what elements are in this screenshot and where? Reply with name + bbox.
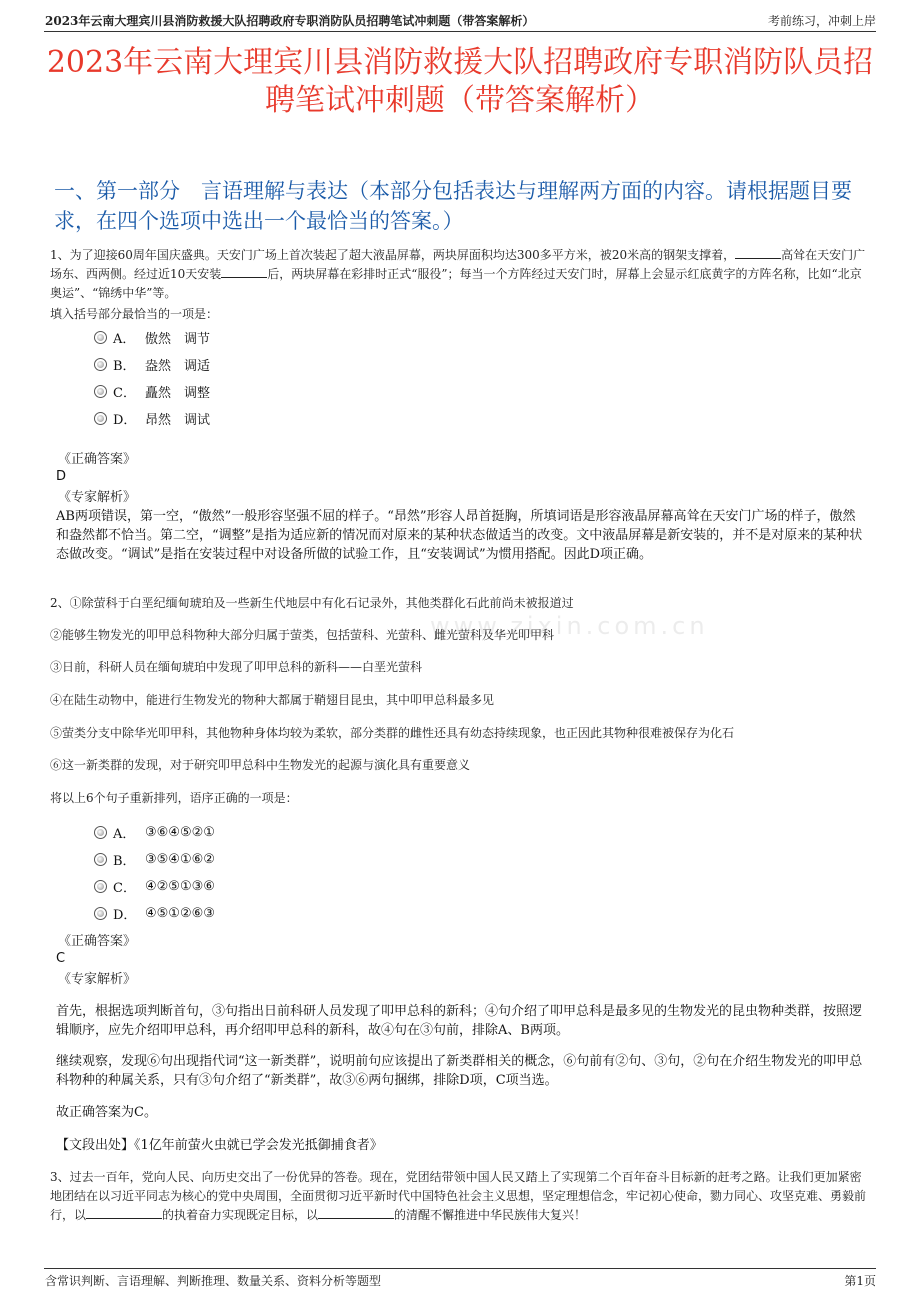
fill-blank — [221, 265, 267, 278]
q2-option-c[interactable]: C． ④②⑤①③⑥ — [94, 876, 215, 896]
section-heading: 一、第一部分 言语理解与表达（本部分包括表达与理解两方面的内容。请根据题目要求，在四个选项中选出一个最恰当的答案。） — [54, 179, 852, 233]
radio-icon[interactable] — [94, 358, 107, 371]
q1-answer-value: D — [56, 469, 67, 484]
q1-option-d[interactable]: D． 昂然 调试 — [94, 408, 210, 428]
q1-analysis: AB两项错误，第一空，“傲然”一般形容坚强不屈的样子。“昂然”形容人昂首挺胸，所填词语是形容液晶屏幕高耸在天安门广场的样子，傲然和盎然都不恰当。第二空，“调整”是指为适应新的情况而对原来的某种状态做适当的改变。文中液晶屏幕是新安装的，并不是对原来的某种状态做改变。“调试”是指在安装过程中对设备所做的试验工作，且“安装调试”为惯用搭配。因此D项正确。 — [56, 509, 863, 562]
q2-sentence-6: ⑥这一新类群的发现，对于研究叩甲总科中生物发光的起源与演化具有重要意义 — [50, 758, 471, 772]
radio-icon[interactable] — [94, 331, 107, 344]
question-1-prompt: 填入括号部分最恰当的一项是： — [50, 307, 219, 321]
document-title: 2023年云南大理宾川县消防救援大队招聘政府专职消防队员招聘笔试冲刺题（带答案解析） — [46, 45, 874, 118]
watermark: www.zixin.com.cn — [430, 612, 709, 640]
q1-analysis-label: 《专家解析》 — [58, 490, 137, 505]
q2-source: 【文段出处】《1亿年前萤火虫就已学会发光抵御捕食者》 — [56, 1138, 383, 1153]
q2-sentence-4: ④在陆生动物中，能进行生物发光的物种大都属于鞘翅目昆虫，其中叩甲总科最多见 — [50, 693, 495, 707]
header-title: 2023年云南大理宾川县消防救援大队招聘政府专职消防队员招聘笔试冲刺题（带答案解析） — [45, 14, 535, 28]
radio-icon[interactable] — [94, 385, 107, 398]
q2-answer-label: 《正确答案》 — [58, 934, 137, 949]
question-2-prompt: 将以上6个句子重新排列，语序正确的一项是： — [50, 791, 298, 805]
q2-sentence-1: 2、①除萤科于白垩纪缅甸琥珀及一些新生代地层中有化石记录外，其他类群化石此前尚未被报道过 — [50, 596, 574, 610]
q2-analysis-label: 《专家解析》 — [58, 972, 137, 987]
footer-divider — [44, 1268, 876, 1269]
radio-icon[interactable] — [94, 880, 107, 893]
q2-analysis-1: 首先，根据选项判断首句，③句指出日前科研人员发现了叩甲总科的新科；④句介绍了叩甲总科是最多见的生物发光的昆虫物种类群，按照逻辑顺序，应先介绍叩甲总科，再介绍叩甲总科的新科，故④句在③句前，排除A、B两项。 — [56, 1004, 863, 1038]
footer-description: 含常识判断、言语理解、判断推理、数量关系、资料分析等题型 — [45, 1274, 382, 1288]
q2-answer-value: C — [56, 951, 66, 966]
q2-option-d[interactable]: D． ④⑤①②⑥③ — [94, 903, 215, 923]
q1-answer-label: 《正确答案》 — [58, 452, 137, 467]
q2-analysis-2: 继续观察，发现⑥句出现指代词“这一新类群”，说明前句应该提出了新类群相关的概念，⑥句前有②句、③句，②句在介绍生物发光的叩甲总科物种的种属关系，只有③句介绍了“新类群”，故③⑥两句捆绑，排除D项，C项当选。 — [56, 1054, 863, 1088]
q1-option-a[interactable]: A． 傲然 调节 — [94, 327, 210, 347]
q2-sentence-2: ②能够生物发光的叩甲总科物种大部分归属于萤类，包括萤科、光萤科、雌光萤科及华光叩甲科 — [50, 628, 555, 642]
radio-icon[interactable] — [94, 826, 107, 839]
fill-blank — [735, 246, 781, 259]
q2-sentence-3: ③日前，科研人员在缅甸琥珀中发现了叩甲总科的新科——白垩光萤科 — [50, 660, 423, 674]
radio-icon[interactable] — [94, 853, 107, 866]
q2-sentence-5: ⑤萤类分支中除华光叩甲科，其他物种身体均较为柔软，部分类群的雌性还具有幼态持续现象，也正因此其物种很难被保存为化石 — [50, 726, 735, 740]
question-1-text: 1、为了迎接60周年国庆盛典。天安门广场上首次装起了超大液晶屏幕，两块屏面积均达300多平方米，被20米高的钢架支撑着， 高耸在天安门广场东、西两侧。经过近10天安装 后，两块屏幕在彩排时正式“服役”；每当一个方阵经过天安门时，屏幕上会显示红底黄字的方阵名称，比如“北京奥运”、“锦绣中华”等。 — [50, 248, 866, 300]
header-divider — [44, 31, 876, 32]
fill-blank — [86, 1206, 162, 1219]
q2-analysis-3: 故正确答案为C。 — [56, 1105, 157, 1120]
question-3-text: 3、过去一百年，党向人民、向历史交出了一份优异的答卷。现在，党团结带领中国人民又踏上了实现第二个百年奋斗目标新的赶考之路。让我们更加紧密地团结在以习近平同志为核心的党中央周围，全面贯彻习近平新时代中国特色社会主义思想，坚定理想信念，牢记初心使命，勠力同心、攻坚克难、勇毅前行，以 的执着奋力实现既定目标，以 的清醒不懈推进中华民族伟大复兴！ — [50, 1170, 867, 1222]
q1-option-c[interactable]: C． 矗然 调整 — [94, 381, 210, 401]
fill-blank — [318, 1206, 394, 1219]
q2-option-b[interactable]: B． ③⑤④①⑥② — [94, 849, 215, 869]
radio-icon[interactable] — [94, 907, 107, 920]
q2-option-a[interactable]: A． ③⑥④⑤②① — [94, 822, 215, 842]
q1-option-b[interactable]: B． 盎然 调适 — [94, 354, 210, 374]
page-number: 第1页 — [844, 1274, 876, 1288]
header-slogan: 考前练习，冲刺上岸 — [767, 14, 876, 28]
radio-icon[interactable] — [94, 412, 107, 425]
